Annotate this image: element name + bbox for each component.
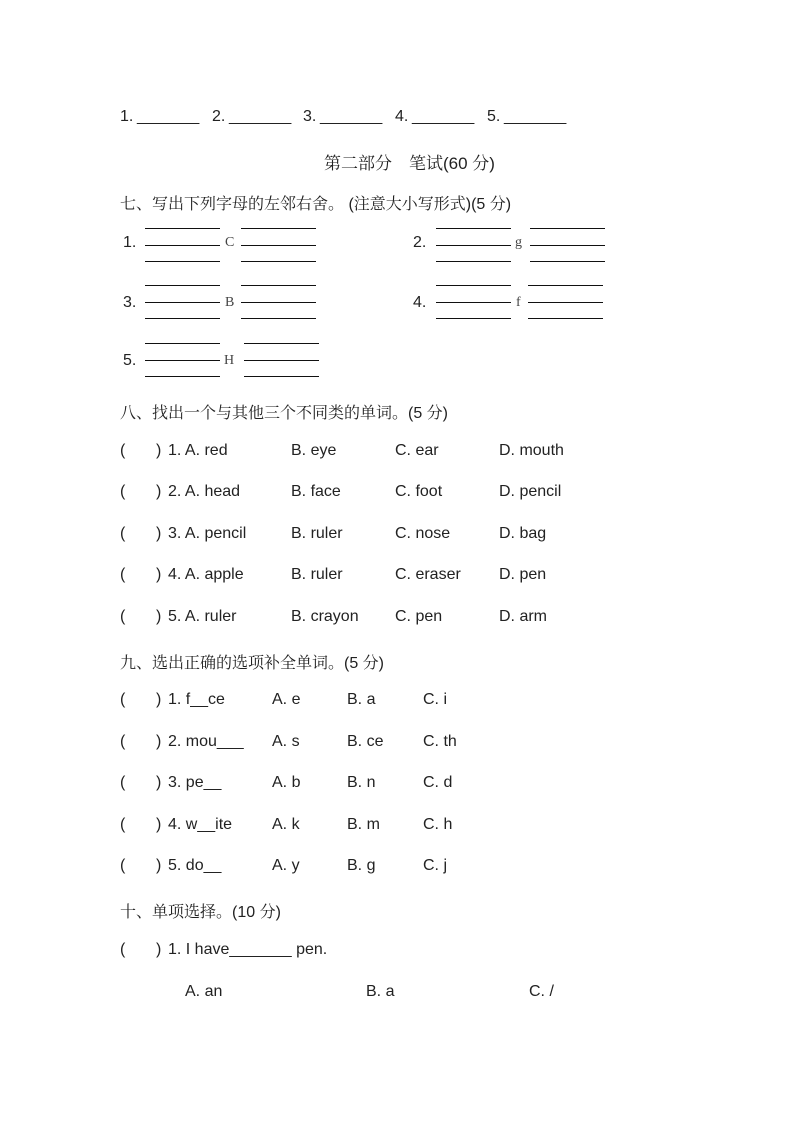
answer-blank-4[interactable]: _______ [412,108,475,125]
answer-paren-open[interactable]: ( [120,483,126,500]
given-letter: H [224,353,235,368]
item-number: 4. [413,294,427,311]
option-c: C. / [529,983,554,1000]
write-line[interactable] [145,302,220,303]
given-letter: f [516,295,521,310]
answer-number-1: 1. [120,108,134,125]
item-number: 5. [123,352,137,369]
write-line[interactable] [530,228,605,229]
answer-paren-close: ) [156,816,162,833]
option-a: 1. A. red [168,442,228,459]
option-d: D. pencil [499,483,562,500]
option-c: C. i [423,691,447,708]
answer-paren-close: ) [156,941,162,958]
answer-paren-close: ) [156,566,162,583]
option-c: C. foot [395,483,443,500]
write-line[interactable] [244,360,319,361]
answer-paren-open[interactable]: ( [120,525,126,542]
write-line[interactable] [145,376,220,377]
answer-paren-open[interactable]: ( [120,733,126,750]
option-a: A. s [272,733,300,750]
section-10-heading: 十、单项选择。(10 分) [120,904,281,921]
write-line[interactable] [244,343,319,344]
option-b: B. crayon [291,608,359,625]
answer-blank-2[interactable]: _______ [229,108,292,125]
option-a: A. b [272,774,301,791]
option-b: B. a [347,691,376,708]
item-number: 1. [123,234,137,251]
answer-paren-close: ) [156,483,162,500]
given-letter: B [225,295,235,310]
option-b: B. face [291,483,341,500]
answer-blank-1[interactable]: _______ [137,108,200,125]
write-line[interactable] [436,261,511,262]
option-c: C. nose [395,525,451,542]
answer-paren-open[interactable]: ( [120,857,126,874]
option-c: C. th [423,733,457,750]
option-c: C. eraser [395,566,461,583]
answer-paren-close: ) [156,608,162,625]
write-line[interactable] [241,261,316,262]
option-d: D. mouth [499,442,564,459]
write-line[interactable] [528,302,603,303]
write-line[interactable] [528,318,603,319]
answer-number-3: 3. [303,108,317,125]
answer-paren-open[interactable]: ( [120,608,126,625]
option-a: A. e [272,691,301,708]
option-a: 5. A. ruler [168,608,237,625]
write-line[interactable] [530,245,605,246]
write-line[interactable] [436,285,511,286]
answer-paren-open[interactable]: ( [120,442,126,459]
option-c: C. ear [395,442,439,459]
option-c: C. pen [395,608,443,625]
answer-paren-open[interactable]: ( [120,941,126,958]
option-a: 4. A. apple [168,566,244,583]
answer-number-4: 4. [395,108,409,125]
write-line[interactable] [145,228,220,229]
part-title: 第二部分 笔试(60 分) [324,154,495,173]
answer-paren-close: ) [156,733,162,750]
option-c: C. d [423,774,453,791]
write-line[interactable] [145,360,220,361]
word-prompt: 1. f__ce [168,691,225,708]
option-b: B. m [347,816,380,833]
item-number: 2. [413,234,427,251]
option-b: B. n [347,774,376,791]
write-line[interactable] [244,376,319,377]
option-d: D. bag [499,525,547,542]
word-prompt: 4. w__ite [168,816,233,833]
section-7-heading: 七、写出下列字母的左邻右舍。 (注意大小写形式)(5 分) [120,196,512,213]
question-text: 1. I have_______ pen. [168,941,328,958]
answer-paren-open[interactable]: ( [120,774,126,791]
answer-paren-close: ) [156,525,162,542]
write-line[interactable] [241,285,316,286]
word-prompt: 5. do__ [168,857,222,874]
write-line[interactable] [241,228,316,229]
option-d: D. arm [499,608,547,625]
write-line[interactable] [530,261,605,262]
option-d: D. pen [499,566,547,583]
option-b: B. g [347,857,376,874]
word-prompt: 3. pe__ [168,774,222,791]
answer-blank-5[interactable]: _______ [504,108,567,125]
option-b: B. eye [291,442,337,459]
section-9-heading: 九、选出正确的选项补全单词。(5 分) [120,655,385,672]
option-b: B. ruler [291,525,343,542]
option-a: A. k [272,816,300,833]
answer-paren-open[interactable]: ( [120,691,126,708]
option-a: 2. A. head [168,483,241,500]
option-a: 3. A. pencil [168,525,247,542]
word-prompt: 2. mou___ [168,733,244,750]
write-line[interactable] [436,318,511,319]
option-c: C. h [423,816,453,833]
answer-blank-3[interactable]: _______ [320,108,383,125]
option-b: B. ruler [291,566,343,583]
write-line[interactable] [145,285,220,286]
answer-paren-close: ) [156,442,162,459]
answer-number-2: 2. [212,108,226,125]
answer-paren-open[interactable]: ( [120,566,126,583]
write-line[interactable] [436,245,511,246]
answer-paren-close: ) [156,857,162,874]
option-c: C. j [423,857,447,874]
write-line[interactable] [145,343,220,344]
write-line[interactable] [145,318,220,319]
option-b: B. a [366,983,395,1000]
write-line[interactable] [436,228,511,229]
item-number: 3. [123,294,137,311]
option-b: B. ce [347,733,384,750]
answer-paren-open[interactable]: ( [120,816,126,833]
given-letter: g [515,235,522,250]
option-a: A. an [185,983,223,1000]
answer-paren-close: ) [156,691,162,708]
write-line[interactable] [145,245,220,246]
answer-paren-close: ) [156,774,162,791]
answer-number-5: 5. [487,108,501,125]
write-line[interactable] [241,245,316,246]
write-line[interactable] [241,318,316,319]
section-8-heading: 八、找出一个与其他三个不同类的单词。(5 分) [120,405,449,422]
given-letter: C [225,235,235,250]
option-a: A. y [272,857,300,874]
write-line[interactable] [528,285,603,286]
write-line[interactable] [241,302,316,303]
write-line[interactable] [436,302,511,303]
write-line[interactable] [145,261,220,262]
